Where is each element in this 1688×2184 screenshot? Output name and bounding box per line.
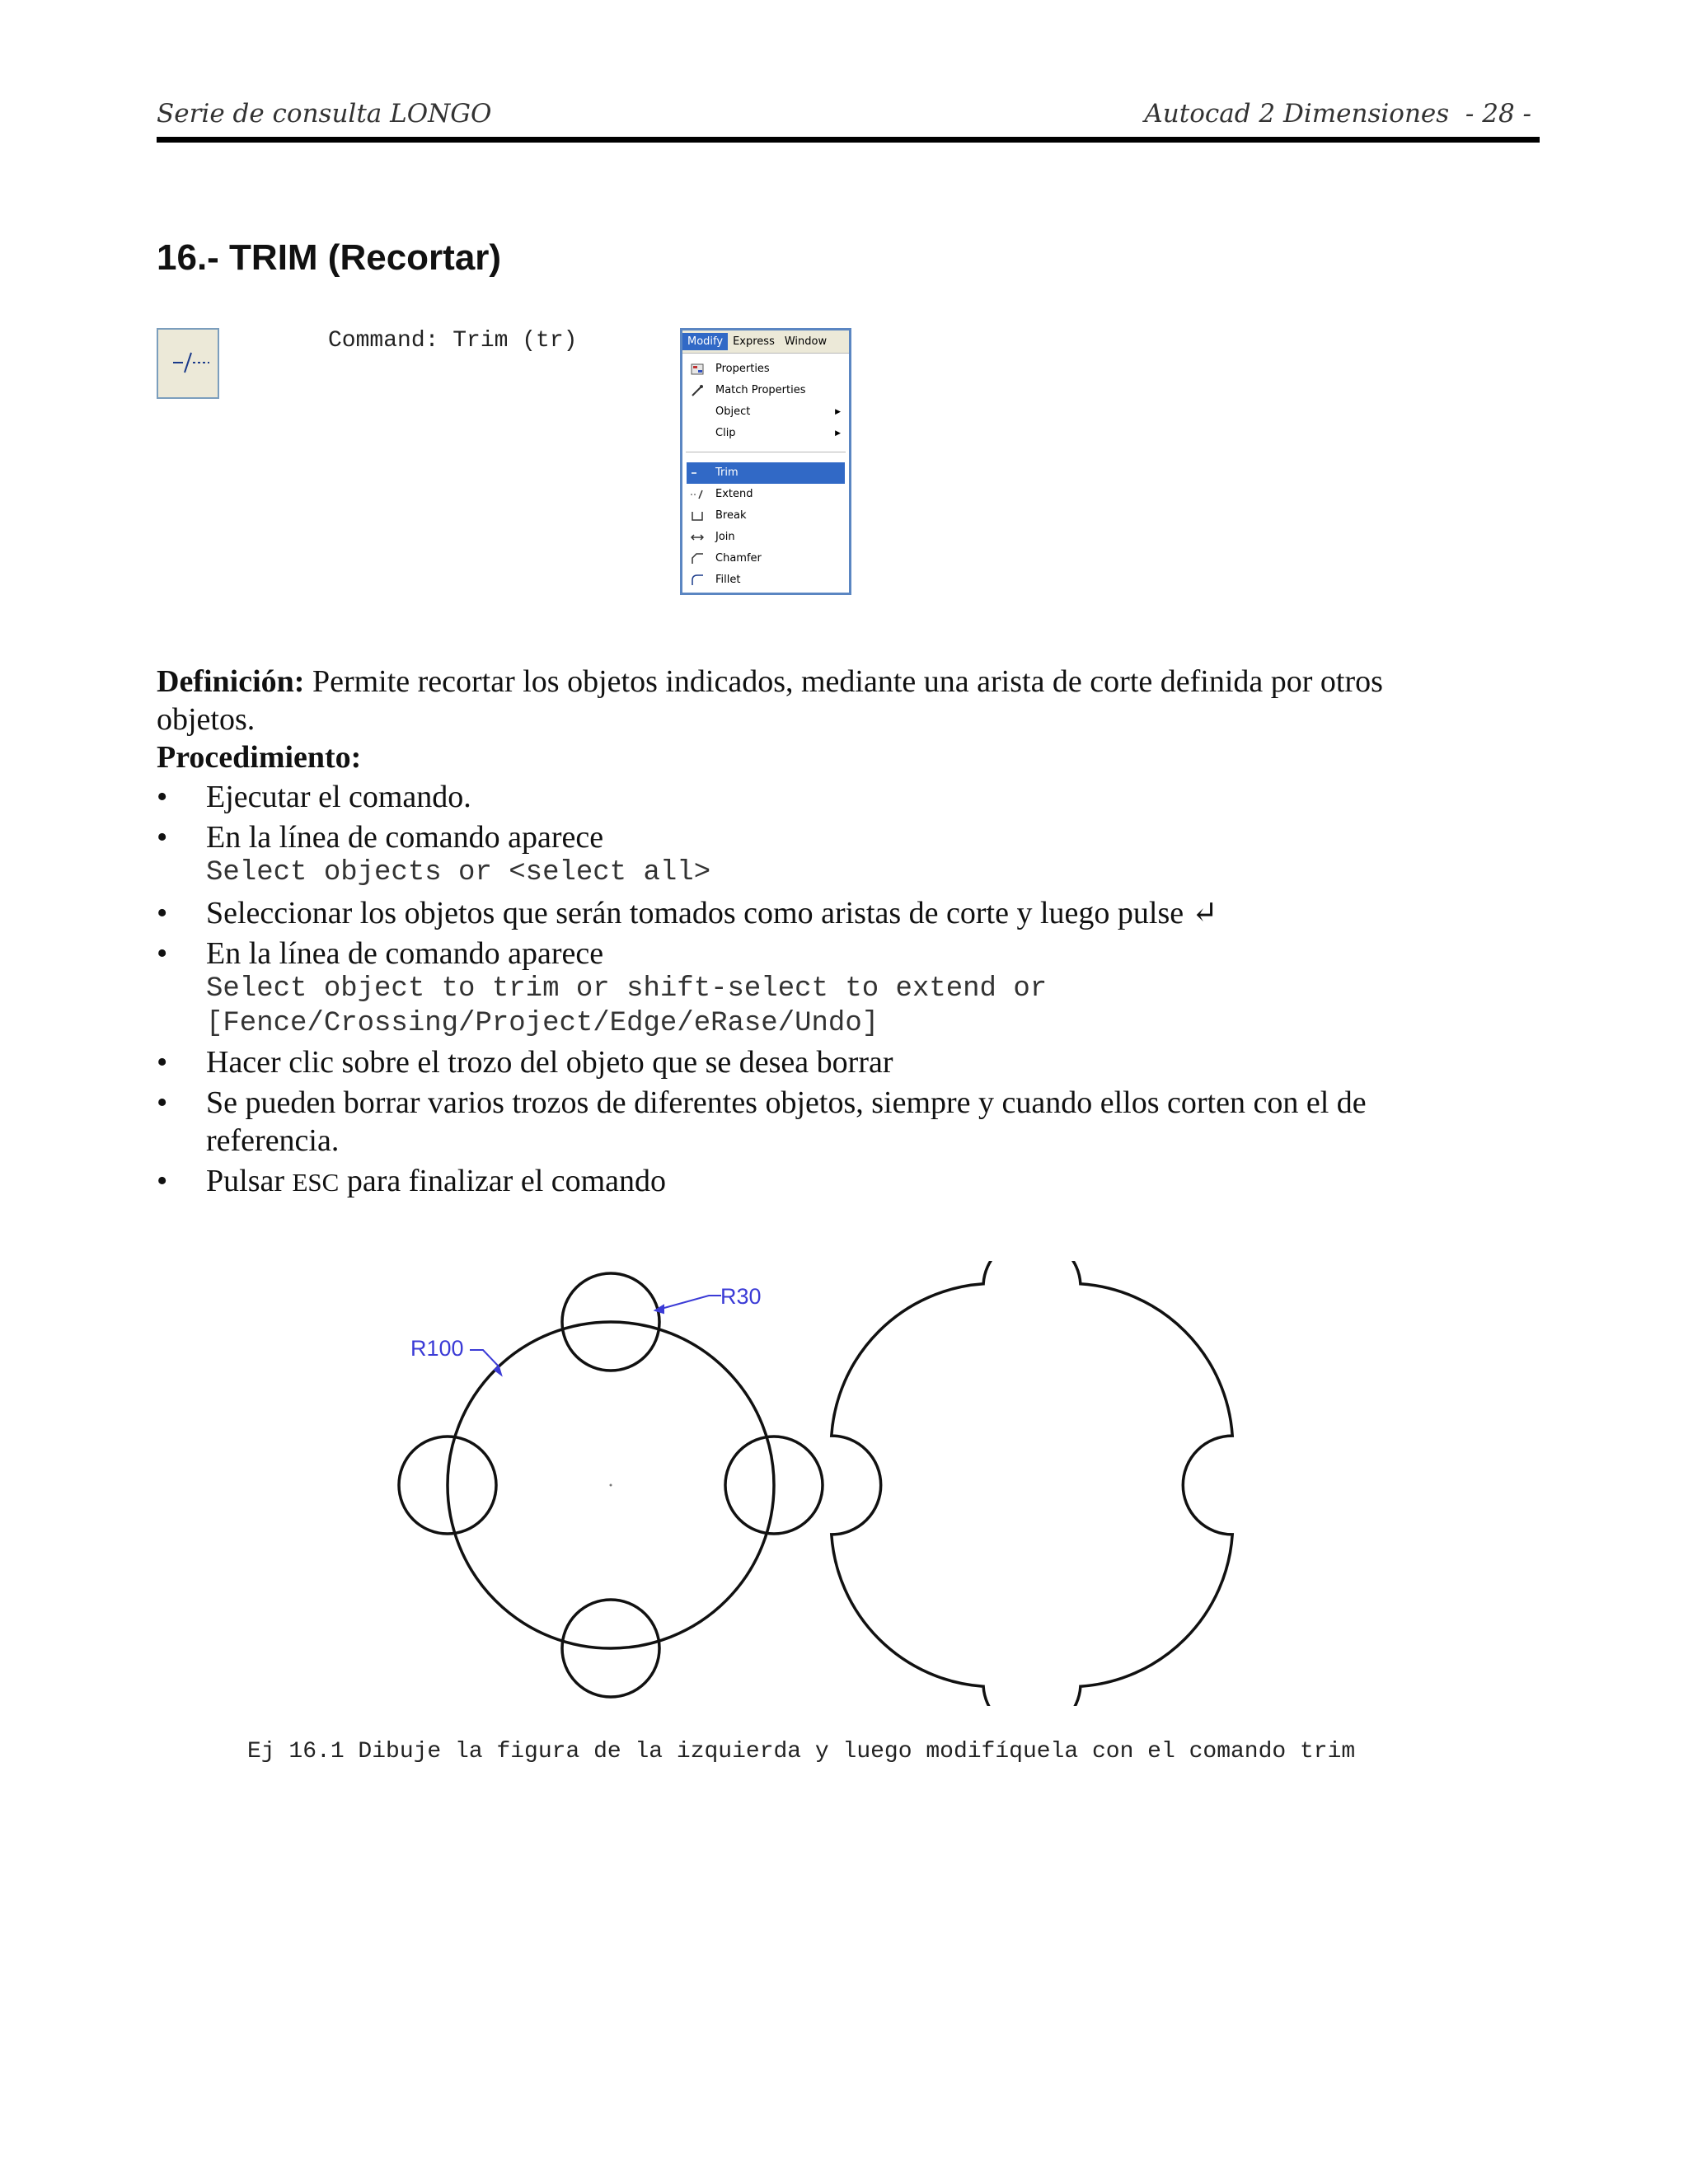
list-item-text: Pulsar ESC para finalizar el comando [206,1164,667,1198]
menu-item-label: Join [715,531,735,543]
submenu-arrow-icon: ▶ [835,429,841,438]
definition-paragraph [157,663,1558,701]
dimension-r30 [655,1296,721,1313]
definition-label: Definición: [157,664,305,699]
command-line-text: Select object to trim or shift-select to extend or [206,973,1048,1005]
menu-item-clip[interactable] [682,423,849,444]
trim-icon [691,467,704,479]
trimmed-outline [832,1261,1232,1706]
menu-item-label: Object [715,405,751,418]
menu-tab-window[interactable]: Window [784,335,828,348]
menu-item-label: Properties [715,363,770,375]
list-item-text: Hacer clic sobre el trozo del objeto que se desea borrar [206,1045,893,1080]
bullet-icon: • [157,820,168,855]
definition-text: Permite recortar los objetos indicados, mediante una arista de corte definida por otros [304,664,1383,699]
bullet-icon: • [157,1045,168,1080]
definition-text-cont: objetos. [157,702,256,737]
menu-item-label: Extend [715,488,753,500]
command-line-text: Select objects or <select all> [206,857,711,888]
esc-key-text: ESC [292,1168,340,1197]
list-item-text: Se pueden borrar varios trozos de diferentes objetos, siempre y cuando ellos corten con el de [206,1085,1367,1120]
bullet-icon: • [157,1164,168,1198]
menu-item-trim[interactable] [687,462,845,484]
bullet-icon: • [157,936,168,971]
trim-icon [158,330,221,401]
command-line-text: [Fence/Crossing/Project/Edge/eRase/Undo] [206,1008,879,1039]
procedure-label: Procedimiento: [157,740,362,775]
menu-item-join[interactable] [682,527,849,548]
menu-item-label: Break [715,509,747,522]
trim-toolbar-button[interactable] [157,328,219,399]
menu-item-label: Fillet [715,574,741,586]
page-title: 16.- TRIM (Recortar) [157,237,502,278]
bullet-icon: • [157,896,168,930]
menu-item-label: Chamfer [715,552,762,565]
r30-label: R30 [720,1284,762,1309]
submenu-arrow-icon: ▶ [835,408,841,416]
list-item-text: referencia. [206,1123,340,1158]
menu-bar [682,330,849,354]
menu-item-fillet[interactable] [682,569,849,591]
list-item-text: Seleccionar los objetos que serán tomados como aristas de corte y luego pulse ↵ [206,896,1218,930]
header-rule [157,137,1540,143]
break-icon [691,510,704,522]
extend-icon [691,489,704,500]
menu-item-object[interactable] [682,401,849,423]
dimension-r100 [470,1350,501,1375]
trim-exercise-figure [379,1261,1319,1706]
menu-item-break[interactable] [682,505,849,527]
match-properties-icon [691,385,704,396]
menu-item-properties[interactable] [682,359,849,380]
command-text: Command: Trim (tr) [328,328,578,354]
r100-label: R100 [410,1336,464,1361]
menu-item-chamfer[interactable] [682,548,849,569]
bullet-icon: • [157,780,168,814]
list-item-text: En la línea de comando aparece [206,820,604,855]
properties-icon [691,363,704,375]
trimmed-figure [832,1261,1232,1706]
menu-item-label: Clip [715,427,736,439]
header-right: Autocad 2 Dimensiones - 28 - [1144,99,1531,129]
join-icon [691,532,704,543]
menu-item-label: Match Properties [715,384,806,396]
fillet-icon [691,574,704,586]
modify-menu [680,328,851,595]
bullet-icon: • [157,1085,168,1120]
menu-item-extend[interactable] [682,484,849,505]
menu-item-match-properties[interactable] [682,380,849,401]
menu-item-label: Trim [715,466,738,479]
center-point [610,1484,612,1487]
menu-tab-express[interactable]: Express [733,335,775,348]
figure-caption: Ej 16.1 Dibuje la figura de la izquierda y luego modifíquela con el comando trim [247,1739,1356,1765]
header-left: Serie de consulta LONGO [157,99,492,129]
list-item-text: Ejecutar el comando. [206,780,471,814]
chamfer-icon [691,553,704,565]
list-item-text: En la línea de comando aparece [206,936,604,971]
menu-tab-modify[interactable]: Modify [682,333,728,350]
